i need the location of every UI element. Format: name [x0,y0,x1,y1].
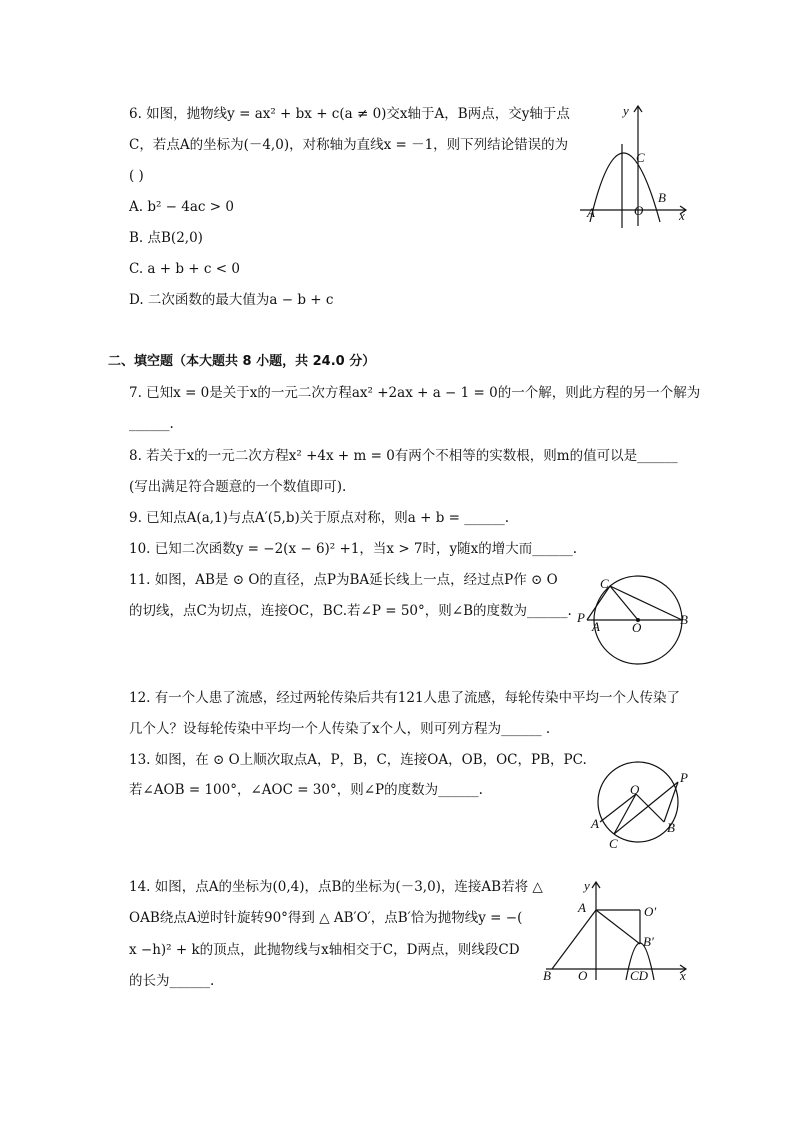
q10-line1: 10. 已知二次函数y = −2(x − 6)² +1，当x > 7时，y随x的增大而______. [129,541,578,557]
q13-segment-oa [600,794,636,822]
q11-tangent-pc [587,586,610,620]
q13-circle [598,762,678,842]
q13-label-a: A [591,816,599,831]
q14-label-x: x [680,968,686,983]
q8-line1: 8. 若关于x的一元二次方程x² +4x + m = 0有两个不相等的实数根，则m的值可以是______ [129,448,678,464]
q13-label-b: B [667,820,675,835]
q13-segment-oc [614,794,636,834]
q14-line4: 的长为______. [129,973,215,989]
q13-label-p: P [680,770,688,785]
q11-label-c: C [600,576,609,591]
q6-label-o: O [634,203,644,218]
q13-line2: 若∠AOB = 100°，∠AOC = 30°，则∠P的度数为______. [129,782,483,798]
section-2-title: 二、填空题（本大题共 8 小题，共 24.0 分） [108,354,376,369]
q13-segment-ob [636,794,664,822]
q13-label-c: C [609,836,618,851]
q8-line2: (写出满足符合题意的一个数值即可). [129,479,347,495]
q12-line2: 几个人？设每轮传染中平均一个人传染了x个人，则可列方程为______ . [129,721,551,737]
q6-label-c: C [636,150,645,165]
q14-line2: OAB绕点A逆时针旋转90°得到 △ AB′O′，点B′恰为抛物线y = −( [129,910,523,926]
q12-line1: 12. 有一个人患了流感，经过两轮传染后共有121人患了流感，每轮传染中平均一个人传染了 [129,690,681,706]
q14-rotation-figure [540,876,695,984]
q14-segment-ab [552,910,596,969]
q11-line1: 11. 如图，AB是 ⊙ O的直径，点P为BA延长线上一点，经过点P作 ⊙ O [129,572,558,588]
q11-line2: 的切线，点C为切点，连接OC，BC.若∠P = 50°，则∠B的度数为______. [129,603,572,619]
q11-label-o: O [632,620,642,635]
q6-stem-line1: 6. 如图，抛物线y = ax² + bx + c(a ≠ 0)交x轴于A，B两点，交y轴于点 [129,106,570,122]
q14-label-b: B [543,968,551,983]
q11-label-p: P [577,610,585,625]
q14-label-a: A [578,900,586,915]
q14-label-cd: CD [630,968,649,983]
q6-answer-bracket: ( ) [129,168,144,184]
q6-label-x: x [679,208,685,223]
q14-label-o: O [578,968,588,983]
q14-label-b1: B′ [643,934,654,949]
q14-label-o1: O′ [644,904,657,919]
q6-option-d: D. 二次函数的最大值为a − b + c [129,292,334,308]
q14-segment-ab1 [596,910,640,944]
q9-line1: 9. 已知点A(a,1)与点A′(5,b)关于原点对称，则a + b = ______. [129,510,510,526]
q11-label-b: B [680,612,688,627]
q6-stem-line2: C，若点A的坐标为(－4,0)，对称轴为直线x = －1，则下列结论错误的为 [129,137,569,153]
q13-circle-figure [586,760,698,854]
q14-line3: x −h)² + k的顶点，此抛物线与x轴相交于C，D两点，则线段CD [129,942,520,958]
q11-segment-oc [610,586,638,620]
q6-label-y: y [623,103,629,118]
q6-label-a: A [587,205,595,220]
q7-line2: ______. [129,416,174,432]
q6-option-a: A. b² − 4ac > 0 [129,199,234,215]
q7-line1: 7. 已知x = 0是关于x的一元二次方程ax² +2ax + a − 1 = 0的一个解，则此方程的另一个解为 [129,385,701,401]
q6-option-c: C. a + b + c < 0 [129,261,240,277]
q6-parabola-figure [578,100,698,240]
q13-line1: 13. 如图，在 ⊙ O上顺次取点A，P，B，C，连接OA，OB，OC，PB，PC. [129,752,587,768]
q14-label-y: y [584,878,590,893]
q11-label-a: A [592,619,600,634]
q13-label-o: O [630,782,640,797]
q11-circle-figure [575,570,700,670]
q6-parabola [590,153,660,222]
q14-line1: 14. 如图，点A的坐标为(0,4)，点B的坐标为(－3,0)，连接AB若将 △ [129,879,543,895]
q6-option-b: B. 点B(2,0) [129,230,203,246]
q6-label-b: B [658,190,666,205]
